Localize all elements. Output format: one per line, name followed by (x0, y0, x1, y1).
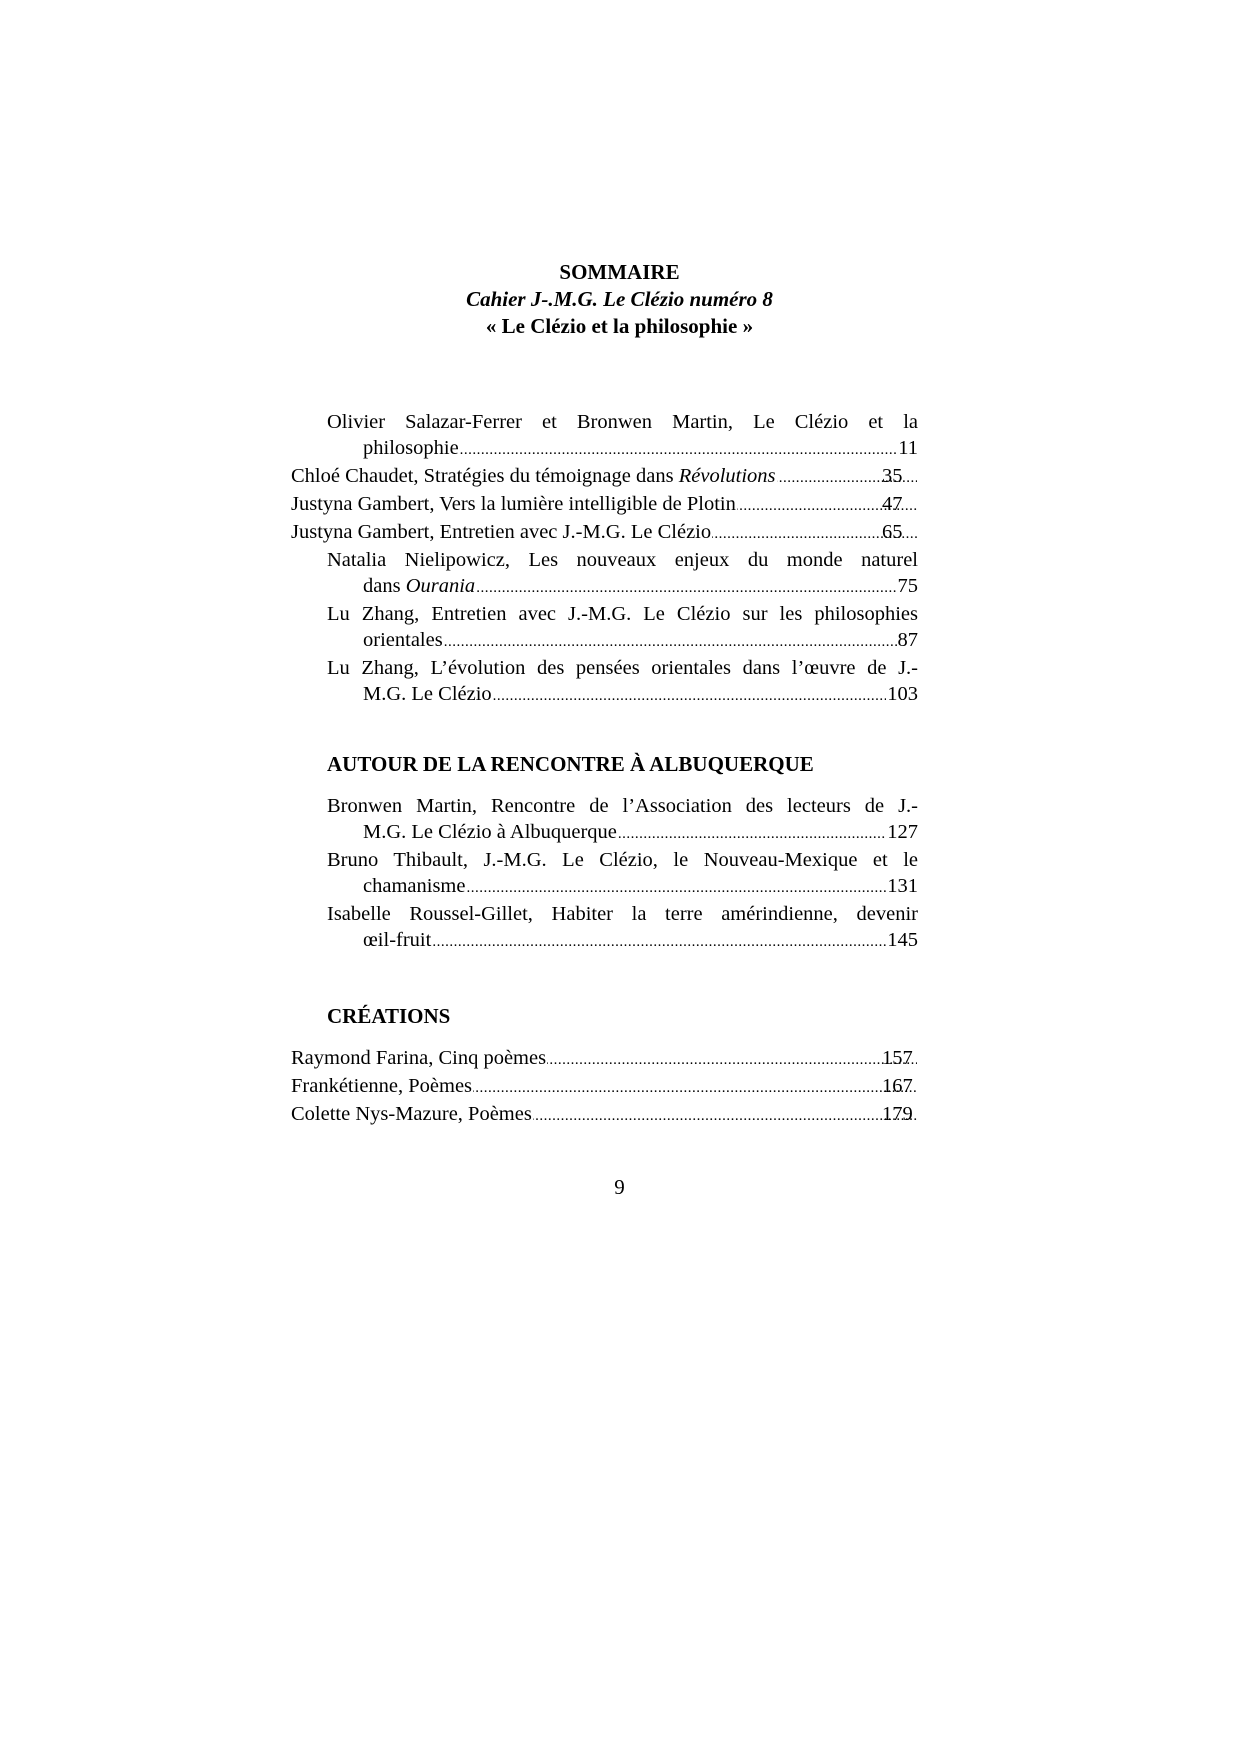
toc-entry (291, 1073, 918, 1101)
toc-entry-last-line: Justyna Gambert, Entretien avec J.-M.G. Le Clézio ..... 65 (327, 519, 918, 547)
toc-entry-page-number: 131 (887, 875, 918, 897)
toc-entry-last-line: Chloé Chaudet, Stratégies du témoignage dans Révolutions ..... 35 (327, 463, 918, 491)
toc-entry-page-number: 75 (897, 575, 918, 597)
dot-leader (460, 437, 898, 463)
dot-leader (618, 821, 886, 847)
dot-leader (737, 493, 917, 519)
toc-entry-first-line: Lu Zhang, Entretien avec J.-M.G. Le Clézio sur les philosophies (327, 603, 918, 625)
issue-theme: « Le Clézio et la philosophie » (485, 314, 754, 338)
toc-entry-title: œil-fruit (363, 929, 432, 951)
toc-entry-page-number: 127 (887, 821, 918, 843)
toc-entry-title: Justyna Gambert, Entretien avec J.-M.G. Le Clézio (291, 521, 712, 543)
dot-leader (466, 875, 886, 901)
dot-leader (547, 1047, 917, 1073)
toc-section-creations (291, 1003, 918, 1129)
dot-leader (444, 629, 897, 655)
toc-entry (291, 1045, 918, 1073)
toc-entry (327, 547, 918, 601)
section-heading: AUTOUR DE LA RENCONTRE À ALBUQUERQUE (327, 752, 814, 776)
toc-entry (291, 519, 918, 547)
dot-leader (533, 1103, 917, 1129)
toc-entry-first-line: Lu Zhang, L’évolution des pensées orientales dans l’œuvre de J.- (327, 657, 918, 679)
toc-entry-title: Frankétienne, Poèmes (291, 1075, 473, 1097)
toc-entry-title: Colette Nys-Mazure, Poèmes (291, 1103, 532, 1125)
toc-entry-title: Justyna Gambert, Vers la lumière intelligible de Plotin (291, 493, 736, 515)
dot-leader (432, 929, 886, 955)
toc-entry-first-line: Isabelle Roussel-Gillet, Habiter la terre amérindienne, devenir (327, 903, 918, 925)
toc-entry-page-number: 11 (898, 437, 918, 459)
toc-entry-last-line: Raymond Farina, Cinq poèmes ..... 157 (327, 1045, 918, 1073)
toc-entry-title: Chloé Chaudet, Stratégies du témoignage dans (291, 465, 679, 487)
toc-entry (327, 601, 918, 655)
toc-entry (291, 463, 918, 491)
toc-entry (327, 901, 918, 955)
toc-entry-page-number: 145 (887, 929, 918, 951)
toc-entry-last-line (363, 627, 918, 655)
page-number: 9 (614, 1175, 625, 1199)
toc-entry-title: M.G. Le Clézio (363, 683, 492, 705)
dot-leader (473, 1075, 917, 1101)
toc-entry-page-number: 103 (887, 683, 918, 705)
toc-entry-italic-title: Ourania (405, 575, 476, 597)
toc-entry-title: Raymond Farina, Cinq poèmes (291, 1047, 547, 1069)
toc-entry-last-line (363, 435, 918, 463)
toc-entry (327, 409, 918, 463)
dot-leader (476, 575, 896, 601)
toc-entry-first-line: Natalia Nielipowicz, Les nouveaux enjeux du monde naturel (327, 549, 918, 571)
toc-entry (291, 1101, 918, 1129)
toc-entry-first-line: Olivier Salazar-Ferrer et Bronwen Martin, Le Clézio et la (327, 411, 918, 433)
toc-section-main (291, 409, 918, 709)
toc-entry-italic-title: Révolutions (678, 465, 776, 487)
dot-leader (493, 683, 887, 709)
toc-entry-last-line (363, 681, 918, 709)
toc-entry-first-line: Bruno Thibault, J.-M.G. Le Clézio, le Nouveau-Mexique et le (327, 849, 918, 871)
toc-entry-last-line: Colette Nys-Mazure, Poèmes ..... 179 (327, 1101, 918, 1129)
toc-entry-title: M.G. Le Clézio à Albuquerque (363, 821, 617, 843)
toc-entry (327, 847, 918, 901)
toc-entry-title: chamanisme (363, 875, 466, 897)
toc-entry (291, 491, 918, 519)
toc-entry-first-line: Bronwen Martin, Rencontre de l’Association des lecteurs de J.- (327, 795, 918, 817)
dot-leader (777, 465, 917, 491)
toc-entry-last-line (363, 819, 918, 847)
dot-leader (712, 521, 917, 547)
toc-entry-last-line: Frankétienne, Poèmes ..... 167 (327, 1073, 918, 1101)
toc-entry-last-line (363, 573, 918, 601)
toc-entry-last-line (363, 873, 918, 901)
toc-entry-title: orientales (363, 629, 443, 651)
toc-entry-last-line: Justyna Gambert, Vers la lumière intelligible de Plotin ..... 47 (327, 491, 918, 519)
toc-entry (327, 655, 918, 709)
page-title: SOMMAIRE (559, 260, 680, 284)
journal-subtitle: Cahier J-.M.G. Le Clézio numéro 8 (466, 287, 773, 311)
toc-entry-title: dans (363, 575, 406, 597)
toc-section-albuquerque (327, 751, 918, 955)
toc-entry-title: philosophie (363, 437, 459, 459)
toc-entry-last-line (363, 927, 918, 955)
toc-entry-page-number: 87 (897, 629, 918, 651)
section-heading: CRÉATIONS (327, 1004, 451, 1028)
toc-entry (327, 793, 918, 847)
